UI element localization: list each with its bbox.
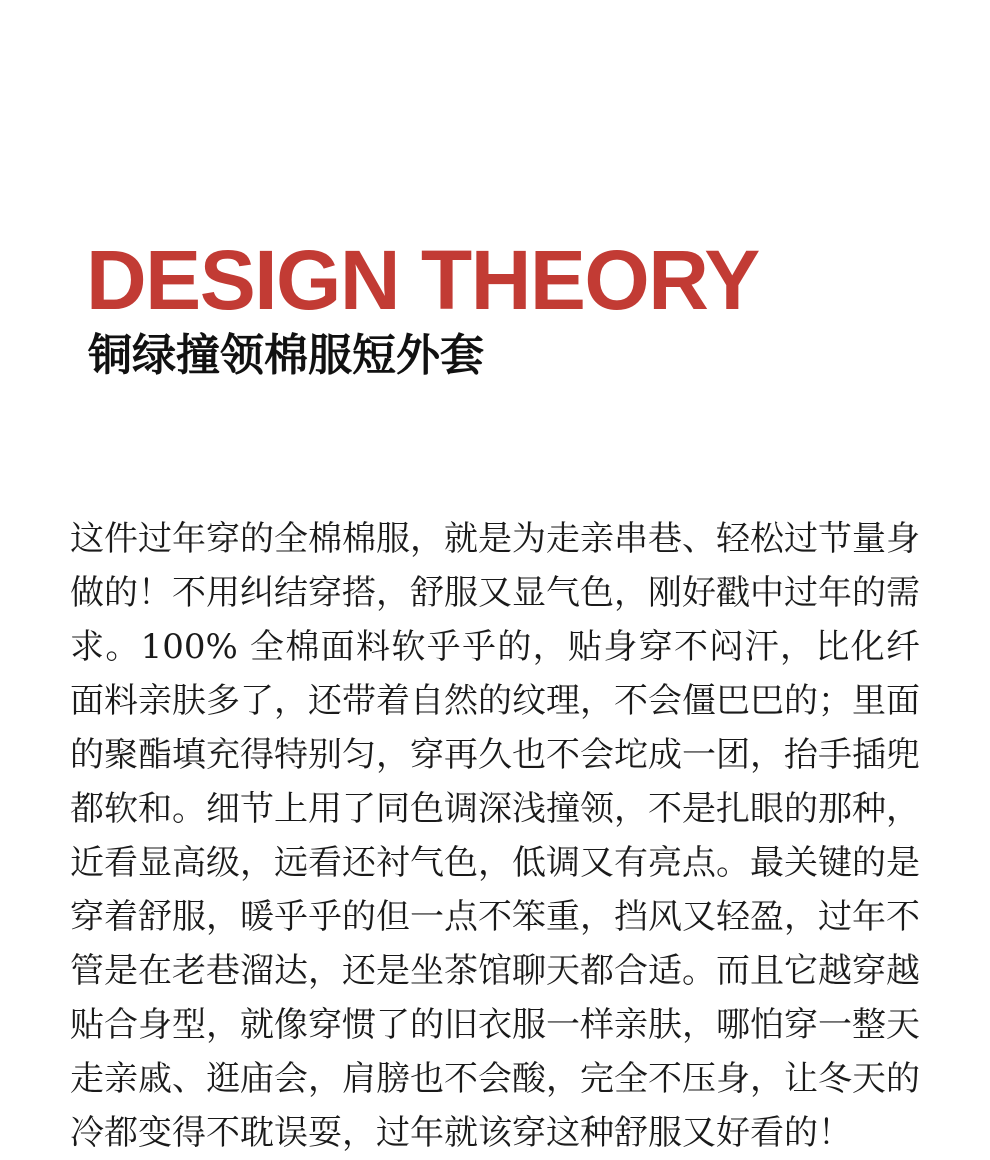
title-zh: 铜绿撞领棉服短外套 (88, 330, 484, 381)
heading-block (86, 233, 906, 384)
body-paragraph: 这件过年穿的全棉棉服，就是为走亲串巷、轻松过节量身做的！不用纠结穿搭，舒服又显气色，刚好戳中过年的需求。100% 全棉面料软乎乎的，贴身穿不闷汗，比化纤面料亲肤多了，还带着自然的纹理，不会僵巴巴的；里面的聚酯填充得特别匀，穿再久也不会坨成一团，抬手插兜都软和。细节上用了同色调深浅撞领，不是扎眼的那种，近看显高级，远看还衬气色，低调又有亮点。最关键的是穿着舒服，暖乎乎的但一点不笨重，挡风又轻盈，过年不管是在老巷溜达，还是坐茶馆聊天都合适。而且它越穿越贴合身型，就像穿惯了的旧衣服一样亲肤，哪怕穿一整天走亲戚、逛庙会，肩膀也不会酸，完全不压身，让冬天的冷都变得不耽误耍，过年就该穿这种舒服又好看的！ (70, 519, 920, 1153)
title-en: DESIGN THEORY (86, 233, 759, 327)
